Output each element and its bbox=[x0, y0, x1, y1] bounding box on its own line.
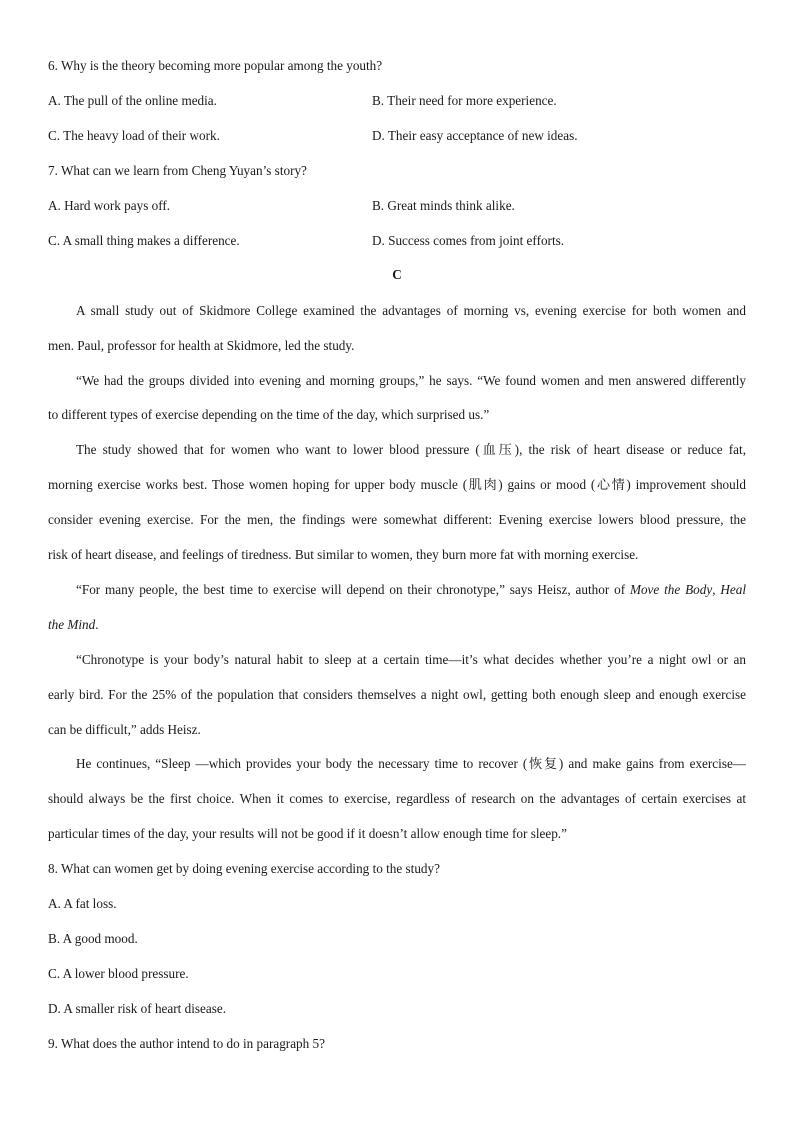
passage-p3-line2: morning exercise works best. Those women hoping for upper body muscle (肌肉) gains or mood (心情) improvement should bbox=[48, 477, 746, 492]
passage-p4-text: “For many people, the best time to exercise will depend on their chronotype,” says Heisz, author of bbox=[76, 582, 630, 597]
q7-option-c: C. A small thing makes a difference. bbox=[48, 233, 240, 248]
passage-p5-line1: “Chronotype is your body’s natural habit to sleep at a certain time—it’s what decides whether you’re a night owl or an bbox=[76, 652, 746, 667]
passage-p3-line3: consider evening exercise. For the men, the findings were somewhat different: Evening exercise lowers blood pressure, the bbox=[48, 512, 746, 527]
section-title: C bbox=[392, 267, 402, 282]
q7-option-b: B. Great minds think alike. bbox=[372, 198, 515, 213]
q8-question: 8. What can women get by doing evening exercise according to the study? bbox=[48, 861, 440, 876]
passage-p2-line2: to different types of exercise depending on the time of the day, which surprised us.” bbox=[48, 407, 490, 422]
q6-question: 6. Why is the theory becoming more popular among the youth? bbox=[48, 58, 383, 73]
book-title-part3: the Mind bbox=[48, 617, 96, 632]
passage-p6-line2: should always be the first choice. When it comes to exercise, regardless of research on the advantages of certain exercises at bbox=[48, 791, 746, 806]
q7-option-a: A. Hard work pays off. bbox=[48, 198, 171, 213]
title-separator: , bbox=[712, 582, 721, 597]
passage-p4-line2 bbox=[48, 616, 99, 634]
passage-p1-line1: A small study out of Skidmore College examined the advantages of morning vs, evening exercise for both women and bbox=[76, 303, 746, 318]
q8-option-b: B. A good mood. bbox=[48, 931, 138, 946]
passage-p2-line1: “We had the groups divided into evening and morning groups,” he says. “We found women and men answered differently bbox=[76, 373, 746, 388]
passage-p4-line1 bbox=[48, 581, 746, 599]
passage-p5-line3: can be difficult,” adds Heisz. bbox=[48, 722, 201, 737]
book-title-part2: Heal bbox=[720, 582, 746, 597]
q6-option-a: A. The pull of the online media. bbox=[48, 93, 217, 108]
q6-option-d: D. Their easy acceptance of new ideas. bbox=[372, 128, 578, 143]
book-title-part1: Move the Body bbox=[629, 582, 713, 597]
passage-p6-line1: He continues, “Sleep —which provides your body the necessary time to recover (恢复) and make gains from exercise— bbox=[76, 756, 746, 771]
passage-p3-line1: The study showed that for women who want to lower blood pressure (血压), the risk of heart disease or reduce fat, bbox=[76, 442, 746, 457]
q6-option-b: B. Their need for more experience. bbox=[372, 93, 557, 108]
p4-period: . bbox=[95, 617, 99, 632]
passage-p3-line4: risk of heart disease, and feelings of tiredness. But similar to women, they burn more fat with morning exercise. bbox=[48, 547, 639, 562]
q8-option-c: C. A lower blood pressure. bbox=[48, 966, 189, 981]
passage-p1-line2: men. Paul, professor for health at Skidmore, led the study. bbox=[48, 338, 355, 353]
q7-question: 7. What can we learn from Cheng Yuyan’s story? bbox=[48, 163, 307, 178]
q8-option-d: D. A smaller risk of heart disease. bbox=[48, 1001, 226, 1016]
passage-p6-line3: particular times of the day, your results will not be good if it doesn’t allow enough time for sleep.” bbox=[48, 826, 567, 841]
passage-p5-line2: early bird. For the 25% of the population that considers themselves a night owl, getting both enough sleep and enough exercise bbox=[48, 687, 746, 702]
q9-question: 9. What does the author intend to do in paragraph 5? bbox=[48, 1036, 325, 1051]
q6-option-c: C. The heavy load of their work. bbox=[48, 128, 220, 143]
q7-option-d: D. Success comes from joint efforts. bbox=[372, 233, 565, 248]
q8-option-a: A. A fat loss. bbox=[48, 896, 117, 911]
